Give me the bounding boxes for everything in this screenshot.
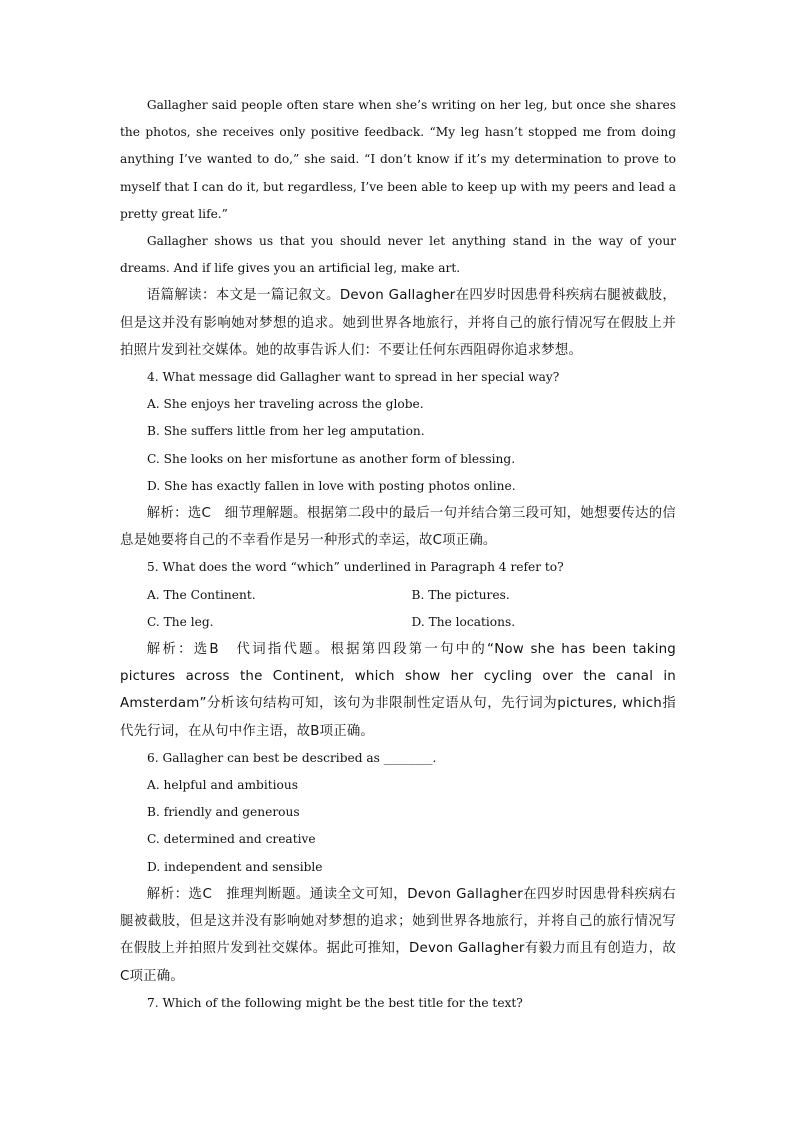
question-stem: 6. Gallagher can best be described as ________. — [147, 750, 437, 765]
option: A. She enjoys her traveling across the globe. — [147, 397, 424, 412]
passage-analysis: 语篇解读：本文是一篇记叙文。Devon Gallagher在四岁时因患骨科疾病右腿被截肢，但是这并没有影响她对梦想的追求。她到世界各地旅行，并将自己的旅行情况写在假肢上并拍照片发到社交媒体。她的故事告诉人们：不要让任何东西阻碍你追求梦想。 — [120, 288, 676, 358]
option: D. independent and sensible — [147, 859, 323, 874]
question-stem: 5. What does the word “which” underlined in Paragraph 4 refer to? — [147, 560, 564, 575]
option: C. The leg. — [147, 614, 214, 629]
passage-paragraph: Gallagher said people often stare when she’s writing on her leg, but once she shares the photos, she receives only positive feedback. “My leg hasn’t stopped me from doing anything I’ve wanted to do,” she said. “I don’t know if it’s my determination to prove to myself that I can do it, but regardless, I’ve been able to keep up with my peers and lead a pretty great life.” — [120, 98, 676, 221]
option-row — [120, 609, 676, 636]
option-row — [120, 582, 676, 609]
option: A. The Continent. — [147, 587, 256, 602]
question-stem: 4. What message did Gallagher want to spread in her special way? — [147, 370, 560, 385]
option: D. The locations. — [411, 614, 516, 629]
option: C. determined and creative — [147, 832, 316, 847]
option: B. She suffers little from her leg amputation. — [147, 424, 425, 439]
explanation: 解析：选C 推理判断题。通读全文可知，Devon Gallagher在四岁时因患骨科疾病右腿被截肢，但是这并没有影响她对梦想的追求；她到世界各地旅行，并将自己的旅行情况写在假肢上并拍照片发到社交媒体。据此可推知，Devon Gallagher有毅力而且有创造力，故C项正确。 — [120, 886, 676, 984]
option: D. She has exactly fallen in love with posting photos online. — [147, 478, 516, 493]
passage-paragraph: Gallagher shows us that you should never let anything stand in the way of your dreams. And if life gives you an artificial leg, make art. — [120, 234, 676, 276]
option: C. She looks on her misfortune as another form of blessing. — [147, 451, 516, 466]
document-page — [120, 92, 676, 1017]
explanation: 解析：选B 代词指代题。根据第四段第一句中的“Now she has been taking pictures across the Continent, which show her cycling over the canal in Amsterdam”分析该句结构可知，该句为非限制性定语从句，先行词为pictures, which指代先行词，在从句中作主语，故B项正确。 — [120, 642, 676, 739]
option: A. helpful and ambitious — [147, 778, 298, 793]
question-stem: 7. Which of the following might be the best title for the text? — [147, 995, 523, 1010]
option: B. friendly and generous — [147, 805, 300, 820]
option: B. The pictures. — [411, 587, 510, 602]
explanation: 解析：选C 细节理解题。根据第二段中的最后一句并结合第三段可知，她想要传达的信息是她要将自己的不幸看作是另一种形式的幸运，故C项正确。 — [120, 506, 676, 549]
